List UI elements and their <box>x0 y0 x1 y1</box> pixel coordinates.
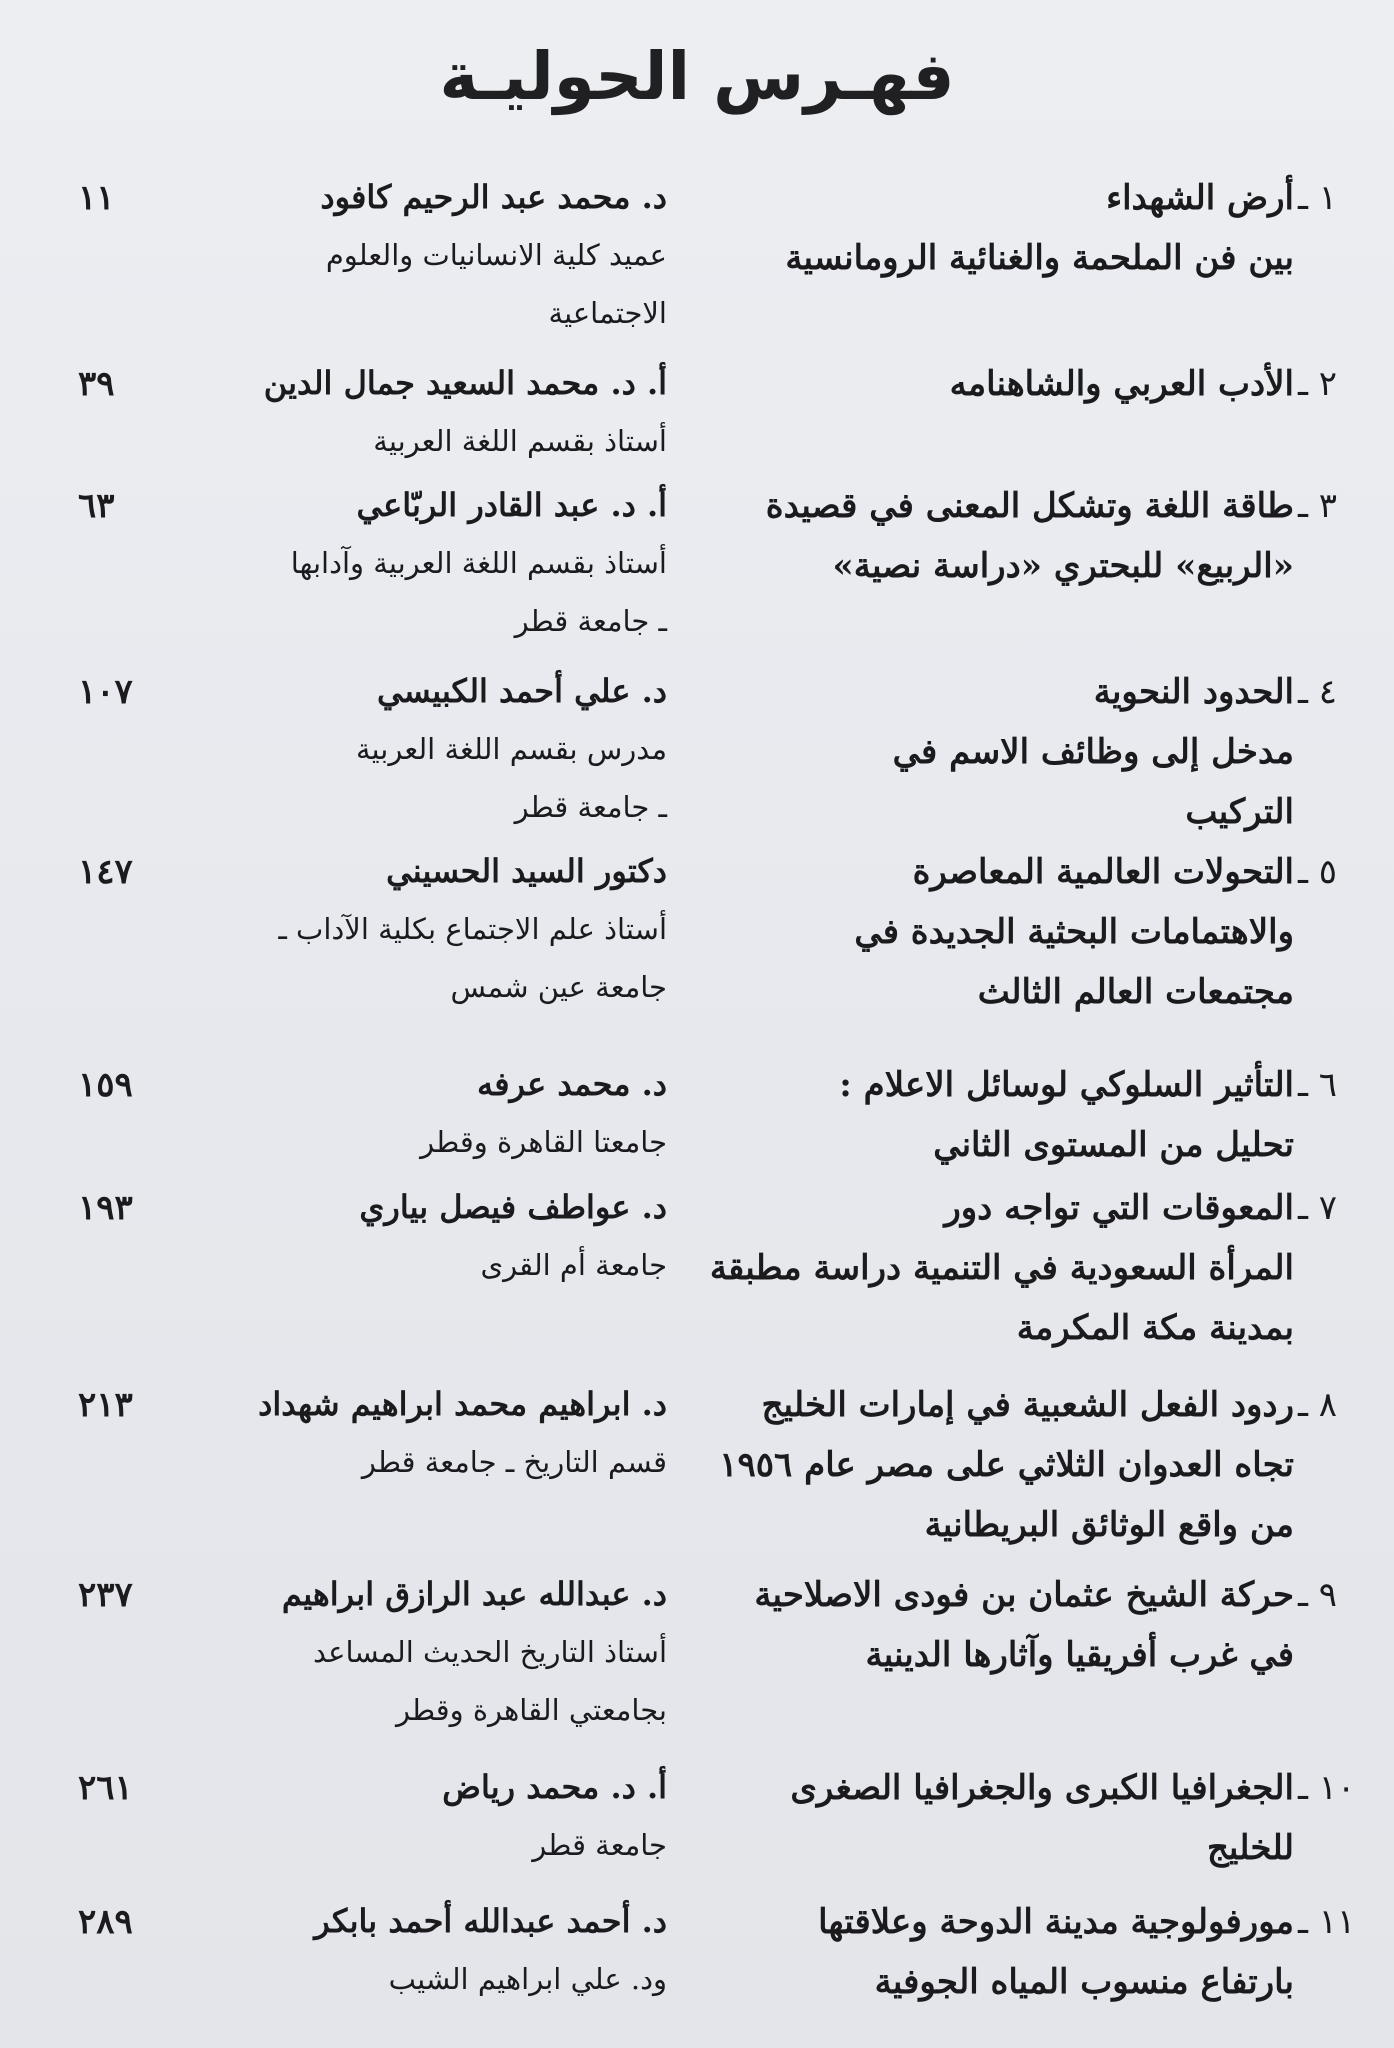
entry-title <box>719 1375 1294 1555</box>
entry-number: ٣ ـ <box>1298 486 1338 526</box>
entry-number: ٩ ـ <box>1298 1575 1338 1615</box>
entry-title <box>824 1055 1294 1175</box>
author-affiliation: أستاذ التاريخ الحديث المساعد <box>312 1635 667 1669</box>
title-line: طاقة اللغة وتشكل المعنى في قصيدة <box>765 486 1294 526</box>
title-line: مورفولوجية مدينة الدوحة وعلاقتها <box>818 1902 1294 1942</box>
author-name: أ. د. عبد القادر الربّاعي <box>356 486 667 524</box>
entry-title <box>824 842 1294 1022</box>
author-affiliation: جامعة عين شمس <box>450 970 667 1004</box>
entry-title <box>785 168 1294 288</box>
entry-title <box>790 1758 1294 1878</box>
title-line: تجاه العدوان الثلاثي على مصر عام ١٩٥٦ <box>719 1445 1294 1485</box>
author-affiliation: جامعتا القاهرة وقطر <box>420 1125 667 1159</box>
title-line: الجغرافيا الكبرى والجغرافيا الصغرى <box>790 1768 1294 1808</box>
entry-author <box>287 662 667 836</box>
author-affiliation: جامعة أم القرى <box>480 1248 667 1282</box>
author-affiliation: أستاذ علم الاجتماع بكلية الآداب ـ <box>278 912 667 946</box>
title-line: للخليج <box>1206 1828 1294 1868</box>
author-affiliation: أستاذ بقسم اللغة العربية وآدابها <box>290 546 667 580</box>
entry-number: ٢ ـ <box>1298 364 1338 404</box>
author-affiliation: أستاذ بقسم اللغة العربية <box>373 424 667 458</box>
entry-author <box>287 1758 667 1874</box>
author-name: أ. د. محمد رياض <box>442 1768 667 1806</box>
author-affiliation: الاجتماعية <box>548 296 667 330</box>
author-name: أ. د. محمد السعيد جمال الدين <box>263 364 667 402</box>
entry-title <box>818 1892 1294 2012</box>
page-number: ٢١٣ <box>78 1385 133 1425</box>
title-line: «الربيع» للبحتري «دراسة نصية» <box>832 546 1294 586</box>
entry-number: ٤ ـ <box>1298 672 1338 712</box>
author-name: د. علي أحمد الكبيسي <box>377 672 667 710</box>
title-line: والاهتمامات البحثية الجديدة في <box>854 912 1294 952</box>
title-line: التأثير السلوكي لوسائل الاعلام : <box>839 1065 1294 1105</box>
page-number: ٢٣٧ <box>78 1575 133 1615</box>
author-affiliation: عميد كلية الانسانيات والعلوم <box>325 238 667 272</box>
entry-number: ١٠ ـ <box>1298 1768 1356 1808</box>
page-number: ١٩٣ <box>78 1188 133 1228</box>
entry-author <box>281 1565 667 1739</box>
entry-author <box>287 168 667 342</box>
author-name: د. عبدالله عبد الرازق ابراهيم <box>281 1575 667 1613</box>
title-line: الحدود النحوية <box>1093 672 1294 712</box>
entry-author <box>287 1055 667 1171</box>
entry-number: ٥ ـ <box>1298 852 1338 892</box>
entry-author <box>258 1375 667 1491</box>
title-line: في غرب أفريقيا وآثارها الدينية <box>865 1635 1294 1675</box>
author-name: د. أحمد عبدالله أحمد بابكر <box>314 1902 667 1940</box>
author-name: د. عواطف فيصل بياري <box>359 1188 667 1226</box>
title-line: ردود الفعل الشعبية في إمارات الخليج <box>761 1385 1294 1425</box>
page-number: ١٤٧ <box>78 852 133 892</box>
author-affiliation: جامعة قطر <box>532 1828 667 1862</box>
entry-title <box>824 354 1294 414</box>
page-number: ٢٨٩ <box>78 1902 133 1942</box>
author-affiliation: ود. علي ابراهيم الشيب <box>388 1962 667 1996</box>
entry-author <box>287 476 667 650</box>
page-number: ٦٣ <box>78 486 115 526</box>
title-line: التركيب <box>1185 792 1294 832</box>
entry-number: ٦ ـ <box>1298 1065 1338 1105</box>
entry-number: ١ ـ <box>1298 178 1338 218</box>
page-title: فهـرس الحوليـة <box>439 38 955 115</box>
entry-author <box>287 1892 667 2008</box>
author-affiliation: مدرس بقسم اللغة العربية <box>355 732 667 766</box>
page-number: ١٥٩ <box>78 1065 133 1105</box>
title-line: من واقع الوثائق البريطانية <box>924 1505 1294 1545</box>
title-line: بمدينة مكة المكرمة <box>1016 1308 1294 1348</box>
title-line: التحولات العالمية المعاصرة <box>912 852 1294 892</box>
author-name: د. ابراهيم محمد ابراهيم شهداد <box>258 1385 667 1423</box>
title-line: بين فن الملحمة والغنائية الرومانسية <box>785 238 1294 278</box>
title-line: الأدب العربي والشاهنامه <box>949 364 1294 404</box>
author-affiliation: ـ جامعة قطر <box>514 604 667 638</box>
author-name: د. محمد عبد الرحيم كافود <box>320 178 667 216</box>
title-line: حركة الشيخ عثمان بن فودى الاصلاحية <box>754 1575 1294 1615</box>
author-name: د. محمد عرفه <box>477 1065 667 1103</box>
entry-title <box>824 662 1294 842</box>
title-line: المرأة السعودية في التنمية دراسة مطبقة <box>709 1248 1294 1288</box>
title-line: المعوقات التي تواجه دور <box>944 1188 1294 1228</box>
author-name: دكتور السيد الحسيني <box>386 852 667 890</box>
entry-title <box>709 1178 1294 1358</box>
title-line: تحليل من المستوى الثاني <box>933 1125 1294 1165</box>
author-affiliation: بجامعتي القاهرة وقطر <box>395 1693 667 1727</box>
entry-author <box>278 842 667 1016</box>
entry-author <box>287 1178 667 1294</box>
entry-number: ٧ ـ <box>1298 1188 1338 1228</box>
page-number: ١٠٧ <box>78 672 133 712</box>
title-line: مدخل إلى وظائف الاسم في <box>892 732 1294 772</box>
page-number: ٢٦١ <box>78 1768 133 1808</box>
entry-number: ١١ ـ <box>1298 1902 1356 1942</box>
page-number: ١١ <box>78 178 115 218</box>
author-affiliation: قسم التاريخ ـ جامعة قطر <box>361 1445 667 1479</box>
entry-title <box>765 476 1294 596</box>
entry-author <box>263 354 667 470</box>
entry-title <box>754 1565 1294 1685</box>
title-line: أرض الشهداء <box>1106 178 1294 218</box>
title-line: بارتفاع منسوب المياه الجوفية <box>874 1962 1294 2002</box>
page-number: ٣٩ <box>78 364 115 404</box>
entry-number: ٨ ـ <box>1298 1385 1338 1425</box>
author-affiliation: ـ جامعة قطر <box>514 790 667 824</box>
title-line: مجتمعات العالم الثالث <box>977 972 1294 1012</box>
